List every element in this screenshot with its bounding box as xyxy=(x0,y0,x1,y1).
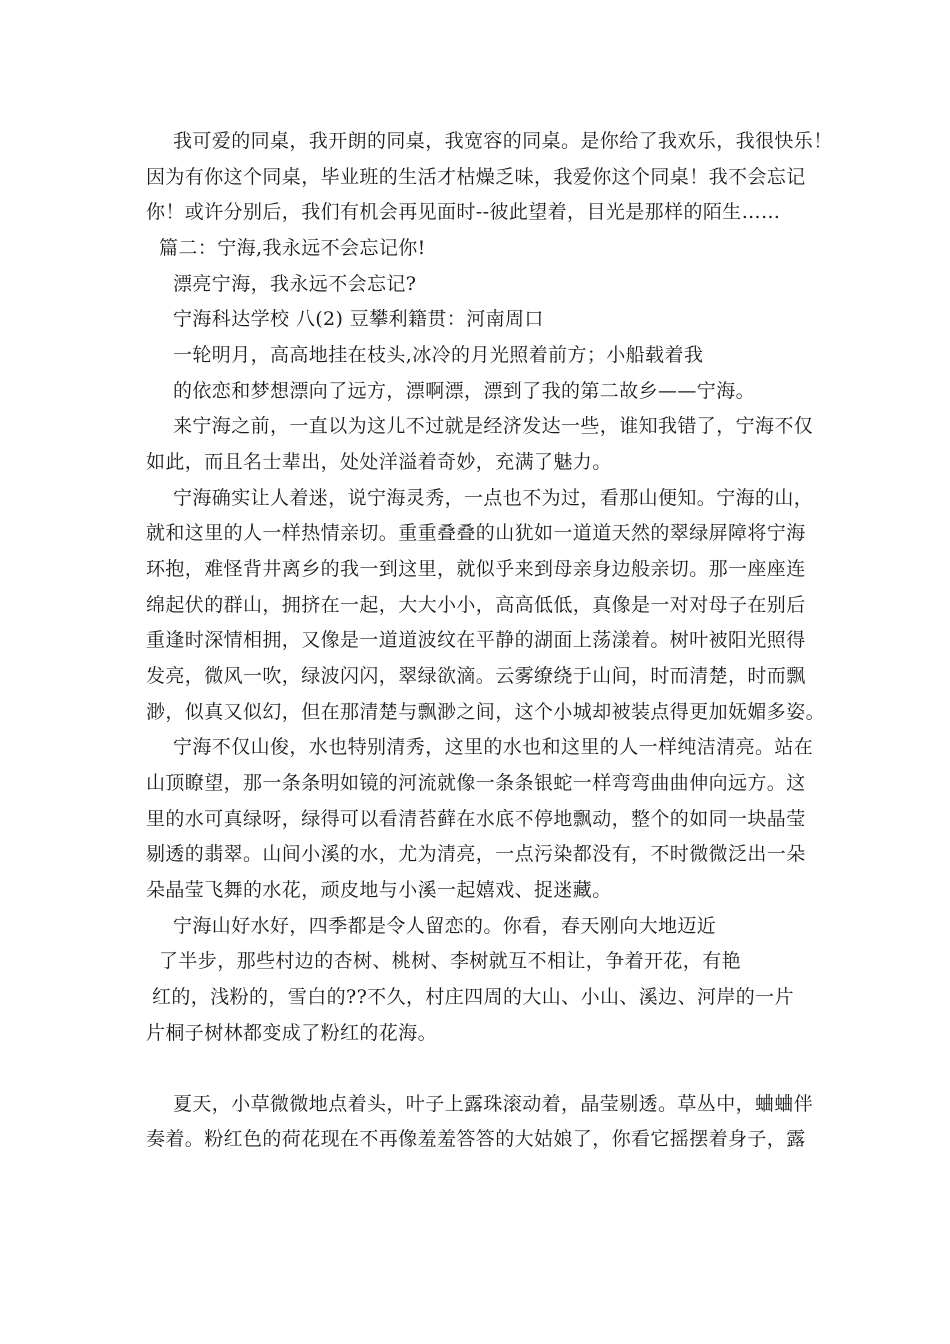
article-title: 漂亮宁海，我永远不会忘记? xyxy=(173,273,417,295)
text-line: 了半步，那些村边的杏树、桃树、李树就互不相让，争着开花，有艳 xyxy=(159,950,742,972)
text-line: 宁海不仅山俊，水也特别清秀，这里的水也和这里的人一样纯洁清亮。站在 xyxy=(173,736,814,758)
text-line: 一轮明月，高高地挂在枝头,冰冷的月光照着前方；小船载着我 xyxy=(173,344,704,366)
text-line: 渺，似真又似幻，但在那清楚与飘渺之间，这个小城却被装点得更加妩媚多姿。 xyxy=(146,701,826,723)
text-line: 如此，而且名士辈出，处处洋溢着奇妙，充满了魅力。 xyxy=(146,451,612,473)
text-line: 你！或许分别后，我们有机会再见面时--彼此望着，目光是那样的陌生…… xyxy=(146,201,781,223)
text-line: 夏天，小草微微地点着头，叶子上露珠滚动着，晶莹剔透。草丛中，蛐蛐伴 xyxy=(173,1093,814,1115)
text-line: 朵晶莹飞舞的水花，顽皮地与小溪一起嬉戏、捉迷藏。 xyxy=(146,879,612,901)
author-line: 宁海科达学校 八(2) 豆攀利籍贯：河南周口 xyxy=(173,308,544,330)
text-line: 发亮，微风一吹，绿波闪闪，翠绿欲滴。云雾缭绕于山间，时而清楚，时而飘 xyxy=(146,665,806,687)
text-line: 来宁海之前，一直以为这儿不过就是经济发达一些，谁知我错了，宁海不仅 xyxy=(173,415,814,437)
text-line: 片桐子树林都变成了粉红的花海。 xyxy=(146,1022,438,1044)
text-line: 宁海确实让人着迷，说宁海灵秀，一点也不为过，看那山便知。宁海的山， xyxy=(173,487,814,509)
text-line: 奏着。粉红色的荷花现在不再像羞羞答答的大姑娘了，你看它摇摆着身子，露 xyxy=(146,1128,806,1150)
section-heading: 篇二：宁海,我永远不会忘记你! xyxy=(159,237,426,259)
text-line: 的依恋和梦想漂向了远方，漂啊漂，漂到了我的第二故乡——宁海。 xyxy=(173,380,756,402)
text-line: 重逢时深情相拥，又像是一道道波纹在平静的湖面上荡漾着。树叶被阳光照得 xyxy=(146,629,806,651)
text-line: 里的水可真绿呀，绿得可以看清苔藓在水底不停地飘动，整个的如同一块晶莹 xyxy=(146,808,806,830)
text-line: 就和这里的人一样热情亲切。重重叠叠的山犹如一道道天然的翠绿屏障将宁海 xyxy=(146,522,806,544)
text-line: 我可爱的同桌，我开朗的同桌，我宽容的同桌。是你给了我欢乐，我很快乐！ xyxy=(173,130,833,152)
text-line: 环抱，难怪背井离乡的我一到这里，就似乎来到母亲身边般亲切。那一座座连 xyxy=(146,558,806,580)
text-line: 绵起伏的群山，拥挤在一起，大大小小，高高低低，真像是一对对母子在别后 xyxy=(146,594,806,616)
text-line: 红的，浅粉的，雪白的??不久，村庄四周的大山、小山、溪边、河岸的一片 xyxy=(152,986,794,1008)
text-line: 因为有你这个同桌，毕业班的生活才枯燥乏味，我爱你这个同桌！我不会忘记 xyxy=(146,166,806,188)
text-line: 宁海山好水好，四季都是令人留恋的。你看，春天刚向大地迈近 xyxy=(173,915,717,937)
text-line: 剔透的翡翠。山间小溪的水，尤为清亮，一点污染都没有，不时微微泛出一朵 xyxy=(146,843,806,865)
text-line: 山顶瞭望，那一条条明如镜的河流就像一条条银蛇一样弯弯曲曲伸向远方。这 xyxy=(146,772,806,794)
